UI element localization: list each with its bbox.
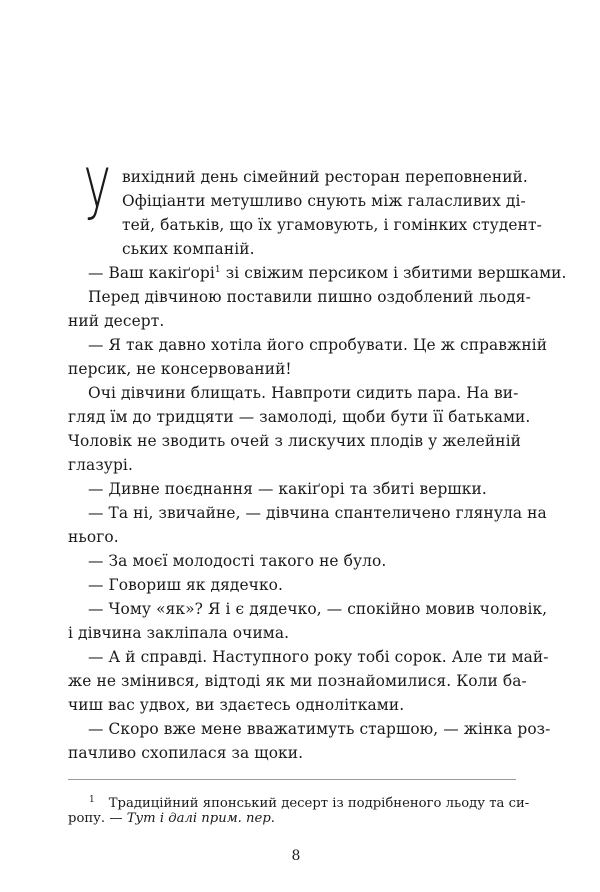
drop-cap: У: [84, 154, 111, 236]
page-number: 8: [291, 848, 301, 864]
text-line: гляд їм до тридцяти — замолоді, щоби бути її батьками.: [68, 408, 531, 426]
text-line: пачливо схопилася за щоки.: [68, 744, 304, 762]
footnote-text: Традиційний японський десерт із подрібненого льоду та си-: [108, 796, 530, 811]
text-line: глазурі.: [68, 456, 133, 474]
text-fragment: — Ваш какіґорі: [88, 264, 215, 282]
text-line: — Дивне поєднання — какіґорі та збиті вершки.: [88, 480, 487, 498]
text-line: і дівчина закліпала очима.: [68, 624, 290, 642]
text-line: Чоловік не зводить очей з лискучих плодів у желейній: [68, 432, 521, 450]
footnote-italic-text: Тут і далі прим. пер.: [126, 811, 275, 826]
footnote-divider: [68, 779, 516, 780]
text-line: ний десерт.: [68, 312, 165, 330]
text-line: тей, батьків, що їх угамовують, і гомінких студент-: [122, 216, 542, 234]
text-line: ських компаній.: [122, 240, 255, 258]
footnote-line: [68, 810, 275, 828]
text-line: — Скоро вже мене вважатимуть старшою, — жінка роз-: [88, 720, 551, 738]
text-line: персик, не консервований!: [68, 360, 292, 378]
footnote-marker: 1: [89, 795, 95, 805]
footnote-text: ропу. —: [68, 811, 127, 826]
footnote-reference: 1: [214, 265, 221, 275]
text-line: нього.: [68, 528, 119, 546]
text-line: Перед дівчиною поставили пишно оздоблений льодя-: [88, 288, 531, 306]
text-line: чиш вас удвох, ви здаєтесь однолітками.: [68, 696, 405, 714]
text-line: Очі дівчини блищать. Навпроти сидить пара. На ви-: [88, 384, 519, 402]
text-line: — За моєї молодості такого не було.: [88, 552, 387, 570]
text-line: — Говориш як дядечко.: [88, 576, 284, 594]
text-line: — Та ні, звичайне, — дівчина спантеличено глянула на: [88, 504, 547, 522]
text-line: же не змінився, відтоді як ми познайомилися. Коли ба-: [68, 672, 527, 690]
text-line: Офіціанти метушливо снують між галасливих ді-: [122, 192, 526, 210]
text-line: — Я так давно хотіла його спробувати. Це ж справжній: [88, 336, 548, 354]
text-fragment: зі свіжим персиком і збитими вершками.: [225, 264, 567, 282]
text-line: — Чому «як»? Я і є дядечко, — спокійно мовив чоловік,: [88, 600, 548, 618]
text-line: вихідний день сімейний ресторан переповнений.: [122, 168, 528, 186]
text-line-with-footnote: [88, 263, 567, 283]
text-line: — А й справді. Наступного року тобі сорок. Але ти май-: [88, 648, 549, 666]
